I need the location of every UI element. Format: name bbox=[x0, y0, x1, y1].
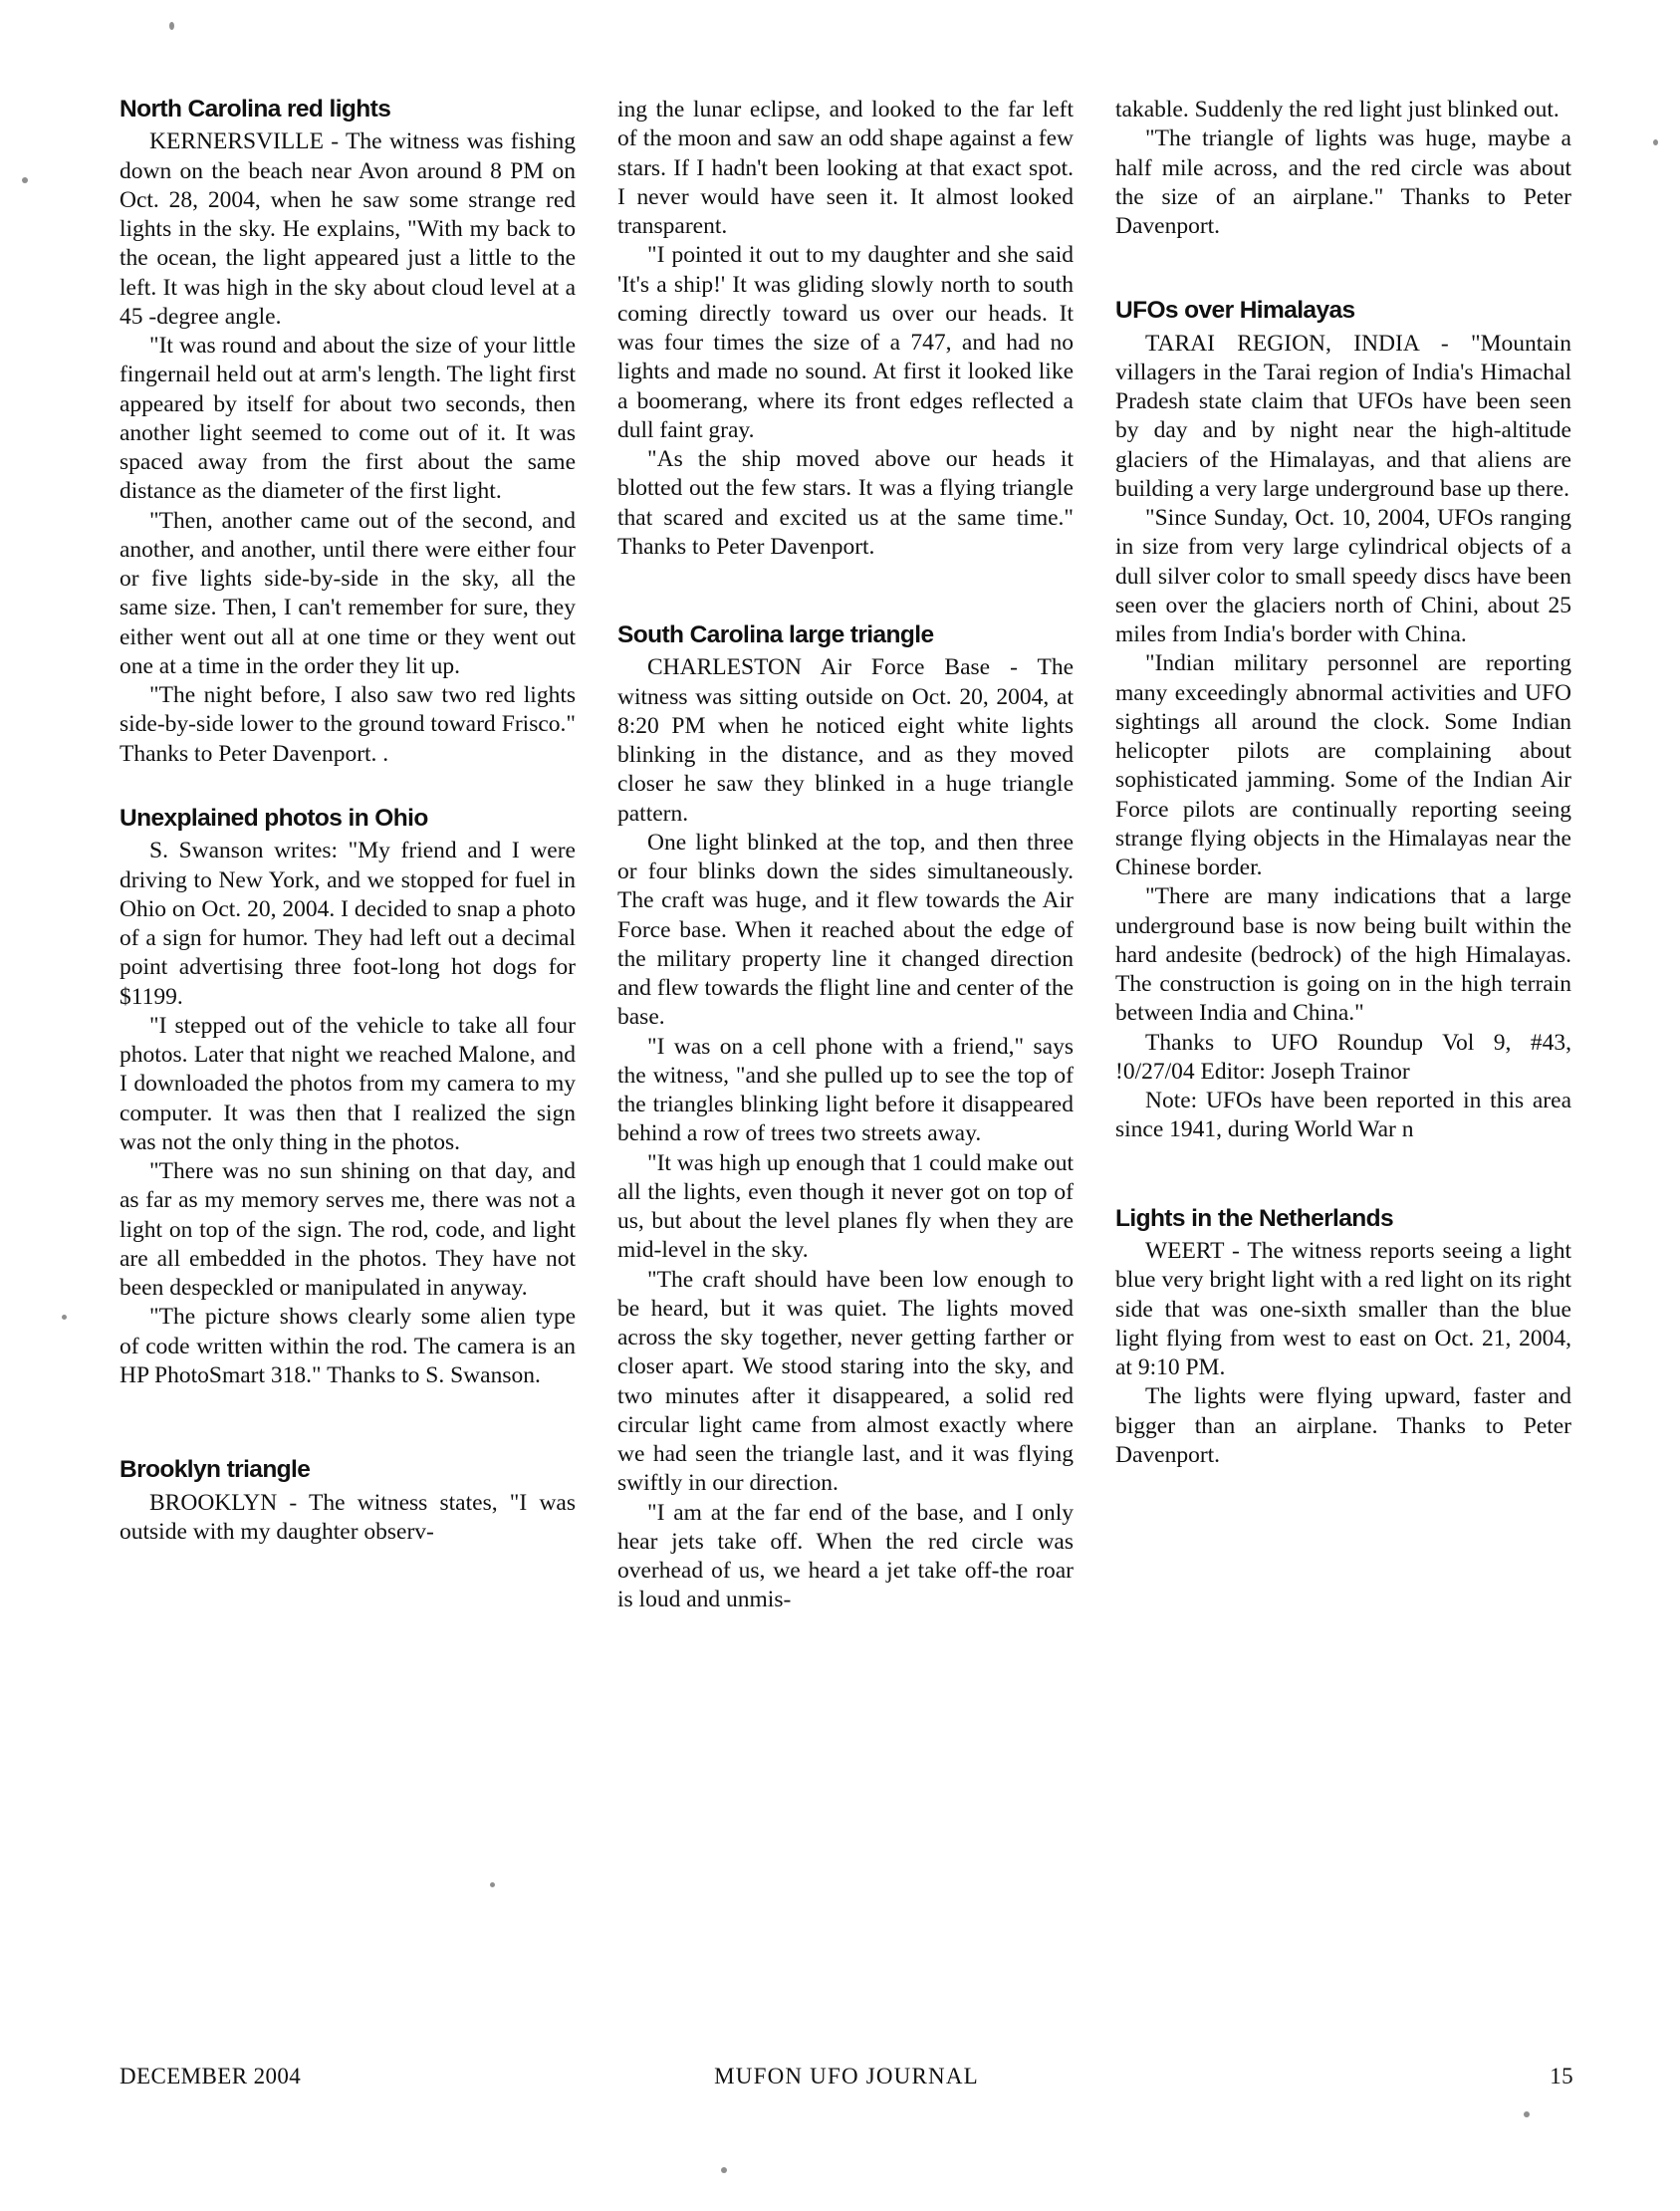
article-heading-ufos-over-himalayas: UFOs over Himalayas bbox=[1115, 297, 1355, 325]
footer-issue-date: DECEMBER 2004 bbox=[120, 2064, 302, 2088]
paragraph: WEERT - The witness reports seeing a light blue very bright light with a red light on its right side that was one-sixth smaller than the blue light flying from west to east on Oct. 21, 2004, at 9:10 PM. bbox=[1115, 1238, 1571, 1381]
paragraph: "The triangle of lights was huge, maybe a half mile across, and the red circle was about the size of an airplane." Thanks to Peter Davenport. bbox=[1115, 125, 1571, 239]
paragraph: "It was round and about the size of your little fingernail held out at arm's length. The light first appeared by itself for about two seconds, then another light seemed to come out of it. It was spaced away from the first about the same distance as the diameter of the first light. bbox=[120, 333, 576, 505]
scan-speck bbox=[169, 22, 174, 30]
column-3 bbox=[1115, 96, 1571, 2028]
paragraph: KERNERSVILLE - The witness was fishing down on the beach near Avon around 8 PM on Oct. 28, 2004, when he saw some strange red lights in the sky. He explains, "With my back to the ocean, the light appeared just a little to the left. It was high in the sky about cloud level at a 45 -degree angle. bbox=[120, 128, 576, 330]
article-columns bbox=[120, 96, 1573, 2028]
paragraph: "The craft should have been low enough to be heard, but it was quiet. The lights moved across the sky together, never getting farther or closer apart. We stood staring into the sky, and two minutes after it disappeared, a solid red circular light came from almost exactly where we had seen the triangle last, and it was flying swiftly in our direction. bbox=[617, 1266, 1074, 1497]
footer-publication-title: MUFON UFO JOURNAL bbox=[714, 2064, 979, 2088]
paragraph: "There are many indications that a large underground base is now being built within the hard andesite (bedrock) of the high Himalayas. The construction is going on in the high terrain between India and China." bbox=[1115, 883, 1571, 1027]
column-1 bbox=[120, 96, 576, 2028]
paragraph: "Indian military personnel are reporting many exceedingly abnormal activities and UFO sightings all around the clock. Some Indian helicopter pilots are complaining about sophisticated jamming. Some of the Indian Air Force pilots are continually reporting seeing strange flying objects in the Himalayas near the Chinese border. bbox=[1115, 650, 1571, 881]
paragraph: ing the lunar eclipse, and looked to the far left of the moon and saw an odd shape against a few stars. If I hadn't been looking at that exact spot. I never would have seen it. It almost looked transparent. bbox=[617, 97, 1074, 239]
paragraph: Thanks to UFO Roundup Vol 9, #43, !0/27/04 Editor: Joseph Trainor bbox=[1115, 1029, 1571, 1085]
paragraph: "I am at the far end of the base, and I only hear jets take off. When the red circle was overhead of us, we heard a jet take off-the roar is loud and unmis- bbox=[617, 1499, 1074, 1613]
paragraph: "I pointed it out to my daughter and she said 'It's a ship!' It was gliding slowly north to south coming directly toward us over our heads. It was four times the size of a 747, and had no lights and made no sound. At first it looked like a boomerang, where its front edges reflected a dull faint gray. bbox=[617, 242, 1074, 443]
paragraph: S. Swanson writes: "My friend and I were driving to New York, and we stopped for fuel in Ohio on Oct. 20, 2004. I decided to snap a photo of a sign for humor. They had left out a decimal point advertising three foot-long hot dogs for $1199. bbox=[120, 838, 576, 1010]
scan-speck bbox=[721, 2167, 727, 2173]
paragraph: Note: UFOs have been reported in this area since 1941, during World War n bbox=[1115, 1088, 1571, 1143]
paragraph: The lights were flying upward, faster and bigger than an airplane. Thanks to Peter Davenport. bbox=[1115, 1383, 1571, 1468]
page-footer bbox=[120, 2064, 1573, 2097]
article-heading-brooklyn-triangle: Brooklyn triangle bbox=[120, 1456, 311, 1484]
paragraph: "Then, another came out of the second, and another, and another, until there were either four or five lights side-by-side in the sky, all the same size. Then, I can't remember for sure, they either went out all at one time or they went out one at a time in the order they lit up. bbox=[120, 507, 576, 679]
article-heading-north-carolina-red-lights: North Carolina red lights bbox=[120, 96, 391, 123]
column-2 bbox=[617, 96, 1074, 2028]
paragraph: "The picture shows clearly some alien type of code written within the rod. The camera is an HP PhotoSmart 318." Thanks to S. Swanson. bbox=[120, 1304, 576, 1388]
paragraph: CHARLESTON Air Force Base - The witness was sitting outside on Oct. 20, 2004, at 8:20 PM when he noticed eight white lights blinking in the distance, and as they moved closer he saw they blinked in a huge triangle pattern. bbox=[617, 654, 1074, 827]
paragraph: "I was on a cell phone with a friend," says the witness, "and she pulled up to see the top of the triangles blinking light before it disappeared behind a row of trees two streets away. bbox=[617, 1033, 1074, 1147]
article-heading-unexplained-photos-in-ohio: Unexplained photos in Ohio bbox=[120, 804, 428, 832]
scan-speck bbox=[22, 177, 28, 183]
paragraph: TARAI REGION, INDIA - "Mountain villagers in the Tarai region of India's Himachal Pradesh state claim that UFOs have been seen by day and by night near the high-altitude glaciers of the Himalayas, and that aliens are building a very large underground base up there. bbox=[1115, 330, 1571, 502]
paragraph: BROOKLYN - The witness states, "I was outside with my daughter observ- bbox=[120, 1489, 576, 1545]
article-heading-south-carolina-large-triangle: South Carolina large triangle bbox=[617, 621, 934, 648]
footer-page-number: 15 bbox=[1550, 2064, 1573, 2088]
scan-speck bbox=[1524, 2111, 1530, 2117]
scan-speck bbox=[62, 1315, 67, 1320]
article-heading-lights-in-the-netherlands: Lights in the Netherlands bbox=[1115, 1204, 1394, 1232]
paragraph: One light blinked at the top, and then three or four blinks down the sides simultaneously. The craft was huge, and it flew towards the Air Force base. When it reached about the edge of the military property line it changed direction and flew towards the flight line and center of the base. bbox=[617, 829, 1074, 1031]
scan-speck bbox=[1653, 139, 1658, 145]
paragraph: "The night before, I also saw two red lights side-by-side lower to the ground toward Frisco." Thanks to Peter Davenport. . bbox=[120, 682, 576, 767]
paragraph: "Since Sunday, Oct. 10, 2004, UFOs ranging in size from very large cylindrical objects of a dull silver color to small speedy discs have been seen over the glaciers north of Chini, about 25 miles from India's border with China. bbox=[1115, 505, 1571, 648]
paragraph: takable. Suddenly the red light just blinked out. bbox=[1115, 97, 1560, 123]
paragraph: "It was high up enough that 1 could make out all the lights, even though it never got on top of us, but about the level planes fly when they are mid-level in the sky. bbox=[617, 1149, 1074, 1264]
paragraph: "There was no sun shining on that day, and as far as my memory serves me, there was not a light on top of the sign. The rod, code, and light are all embedded in the photos. They have not been despeckled or manipulated in anyway. bbox=[120, 1158, 576, 1302]
paragraph: "I stepped out of the vehicle to take all four photos. Later that night we reached Malone, and I downloaded the photos from my camera to my computer. It was then that I realized the sign was not the only thing in the photos. bbox=[120, 1012, 576, 1155]
paragraph: "As the ship moved above our heads it blotted out the few stars. It was a flying triangle that scared and excited us at the same time." Thanks to Peter Davenport. bbox=[617, 446, 1074, 560]
